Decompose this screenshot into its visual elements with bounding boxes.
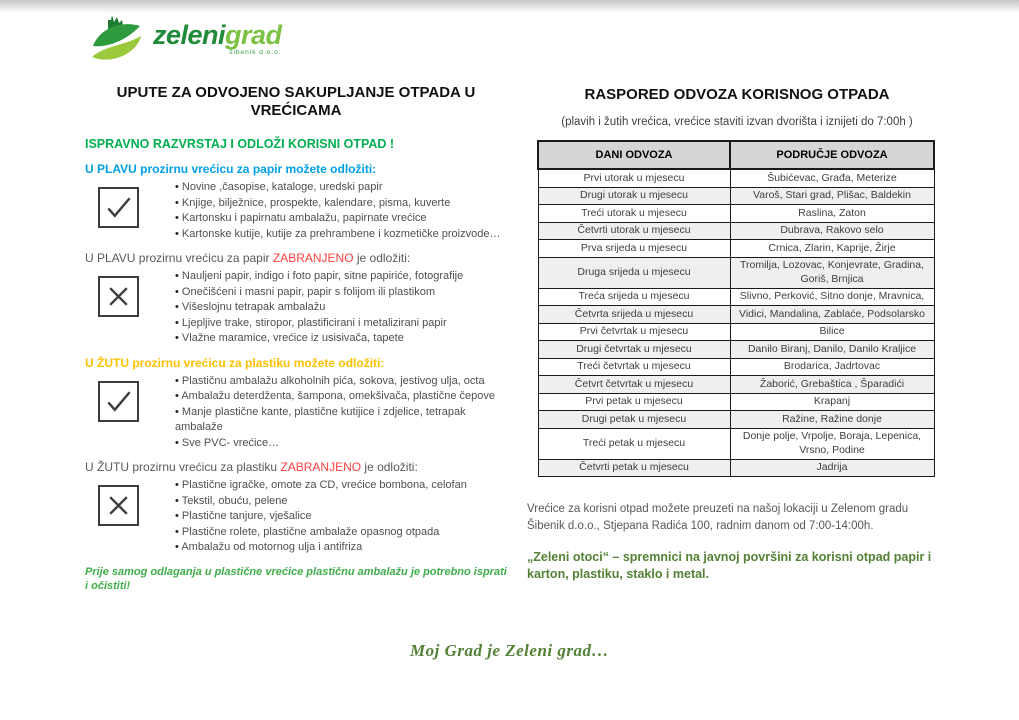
bullet-item: • Kartonske kutije, kutije za prehrambene i kozmetičke proizvode… [175, 227, 500, 243]
bullet-item: • Nauljeni papir, indigo i foto papir, sitne papiriće, fotografije [175, 269, 463, 285]
bullet-item: • Knjige, bilježnice, prospekte, kalendare, pisma, kuverte [175, 196, 500, 212]
area-cell: Varoš, Stari grad, Plišac, Baldekin [730, 187, 934, 205]
day-cell: Drugi utorak u mjesecu [538, 187, 730, 205]
bullet-item: • Sve PVC- vrećice… [175, 436, 507, 452]
logo-text [153, 19, 282, 57]
area-cell: Šubićevac, Građa, Meterize [730, 169, 934, 187]
table-row [538, 169, 934, 187]
rinse-note: Prije samog odlaganja u plastične vrećice plastičnu ambalažu je potrebno isprati i očistiti! [85, 565, 507, 592]
table-row [538, 428, 934, 459]
bullet-item: • Ambalažu deterdženta, šampona, omekšivača, plastične čepove [175, 389, 507, 405]
schedule-table-body [538, 169, 934, 477]
section-heading-text: U PLAVU prozirnu vrećicu za papir možete odložiti: [85, 162, 377, 176]
table-row [538, 205, 934, 223]
logo-wordmark [153, 20, 282, 50]
table-row [538, 411, 934, 429]
x-box-icon [98, 485, 139, 526]
section-heading [85, 356, 507, 370]
area-cell: Ražine, Ražine donje [730, 411, 934, 429]
bullet-item: • Plastične tanjure, vješalice [175, 509, 467, 525]
bullet-item: • Ljepljive trake, stiropor, plastificirani i metalizirani papir [175, 316, 463, 332]
table-row [538, 187, 934, 205]
area-column-header: PODRUČJE ODVOZA [730, 141, 934, 169]
bullet-item: • Tekstil, obuću, pelene [175, 494, 467, 510]
schedule-table [537, 140, 935, 477]
section-body [85, 374, 507, 452]
logo-leaf-icon [88, 13, 146, 65]
section-heading-text: U ŽUTU prozirnu vrećicu za plastiku možete odložiti: [85, 355, 385, 370]
schedule-column [527, 86, 947, 583]
area-cell: Raslina, Zaton [730, 205, 934, 223]
zelenigrad-logo [88, 13, 282, 65]
checkmark-box-icon [98, 381, 139, 422]
day-cell: Treći petak u mjesecu [538, 428, 730, 459]
bullet-list [175, 269, 463, 347]
bullet-list [175, 180, 500, 242]
section-heading-text: U PLAVU prozirnu vrećicu za papir [85, 251, 273, 265]
waste-sections [85, 162, 507, 556]
section-heading [85, 251, 507, 265]
table-row [538, 459, 934, 477]
section-body [85, 478, 507, 556]
days-column-header: DANI ODVOZA [538, 141, 730, 169]
logo-tagline: šibenik d.o.o. [229, 48, 282, 56]
day-cell: Četvrta srijeda u mjesecu [538, 306, 730, 324]
section-heading [85, 460, 507, 474]
day-cell: Drugi četvrtak u mjesecu [538, 341, 730, 359]
header-row [538, 141, 934, 169]
table-row [538, 306, 934, 324]
section-body [85, 269, 507, 347]
instructions-title: UPUTE ZA ODVOJENO SAKUPLJANJE OTPADA U VREĆICAMA [116, 84, 476, 119]
bullet-item: • Višeslojnu tetrapak ambalažu [175, 300, 463, 316]
x-box-icon [98, 276, 139, 317]
table-row [538, 376, 934, 394]
day-cell: Treći utorak u mjesecu [538, 205, 730, 223]
table-row [538, 393, 934, 411]
checkmark-box-icon [98, 187, 139, 228]
day-cell: Četvrt četvrtak u mjesecu [538, 376, 730, 394]
schedule-title: RASPORED ODVOZA KORISNOG OTPADA [584, 86, 890, 103]
section-heading-text: je odložiti: [361, 460, 418, 474]
area-cell: Dubrava, Rakovo selo [730, 222, 934, 240]
bullet-item: • Novine ,časopise, kataloge, uredski papir [175, 180, 500, 196]
day-cell: Četvrti petak u mjesecu [538, 459, 730, 477]
section-body [85, 180, 507, 242]
table-row [538, 358, 934, 376]
bullet-list [175, 374, 507, 452]
area-cell: Danilo Biranj, Danilo, Danilo Kraljice [730, 341, 934, 359]
sort-correctly-heading: ISPRAVNO RAZVRSTAJ I ODLOŽI KORISNI OTPAD ! [85, 137, 395, 151]
bullet-item: • Onečišćeni i masni papir, papir s folijom ili plastikom [175, 285, 463, 301]
table-row [538, 341, 934, 359]
area-cell: Vidici, Mandalina, Zablaće, Podsolarsko [730, 306, 934, 324]
area-cell: Krapanj [730, 393, 934, 411]
table-row [538, 222, 934, 240]
bullet-item: • Kartonsku i papirnatu ambalažu, papirnate vrećice [175, 211, 500, 227]
top-gradient-bar [0, 0, 1019, 13]
area-cell: Crnica, Zlarin, Kaprije, Žirje [730, 240, 934, 258]
area-cell: Bilice [730, 323, 934, 341]
day-cell: Prvi utorak u mjesecu [538, 169, 730, 187]
table-row [538, 288, 934, 306]
bullet-item: • Plastične rolete, plastične ambalaže opasnog otpada [175, 525, 467, 541]
logo-word-zeleni: zeleni [153, 19, 226, 50]
day-cell: Drugi petak u mjesecu [538, 411, 730, 429]
forbidden-word: ZABRANJENO [272, 251, 354, 265]
area-cell: Jadrija [730, 459, 934, 477]
green-islands-note: „Zeleni otoci“ – spremnici na javnoj površini za korisni otpad papir i karton, plastiku, staklo i metal. [527, 550, 932, 581]
section-heading-text: U ŽUTU prozirnu vrećicu za plastiku [85, 460, 281, 474]
table-row [538, 323, 934, 341]
bullet-item: • Vlažne maramice, vrećice iz usisivača, tapete [175, 331, 463, 347]
area-cell: Slivno, Perković, Sitno donje, Mravnica, [730, 288, 934, 306]
day-cell: Prva srijeda u mjesecu [538, 240, 730, 258]
motto-text: Moj Grad je Zeleni grad… [410, 641, 609, 660]
day-cell: Prvi četvrtak u mjesecu [538, 323, 730, 341]
forbidden-word: ZABRANJENO [280, 460, 362, 474]
area-cell: Donje polje, Vrpolje, Boraja, Lepenica, Vrsno, Podine [730, 428, 934, 459]
day-cell: Treći četvrtak u mjesecu [538, 358, 730, 376]
area-cell: Brodarica, Jadrtovac [730, 358, 934, 376]
day-cell: Treća srijeda u mjesecu [538, 288, 730, 306]
section-heading [85, 162, 507, 176]
schedule-subtitle: (plavih i žutih vrećica, vrećice staviti izvan dvorišta i iznijeti do 7:00h ) [561, 116, 913, 128]
table-row [538, 257, 934, 288]
day-cell: Prvi petak u mjesecu [538, 393, 730, 411]
bullet-item: • Plastičnu ambalažu alkoholnih pića, sokova, jestivog ulja, octa [175, 374, 507, 390]
area-cell: Tromilja, Lozovac, Konjevrate, Gradina, Goriš, Brnjica [730, 257, 934, 288]
logo-word-grad: grad [225, 19, 282, 50]
table-row [538, 240, 934, 258]
bullet-list [175, 478, 467, 556]
section-heading-text: je odložiti: [353, 251, 411, 265]
bullet-item: • Manje plastične kante, plastične kutijice i zdjelice, tetrapak ambalaže [175, 405, 507, 436]
bullet-item: • Plastične igračke, omote za CD, vrećice bombona, celofan [175, 478, 467, 494]
day-cell: Druga srijeda u mjesecu [538, 257, 730, 288]
instructions-column [85, 84, 507, 593]
bullet-item: • Ambalažu od motornog ulja i antifriza [175, 540, 467, 556]
bag-pickup-info: Vrećice za korisni otpad možete preuzeti na našoj lokaciji u Zelenom gradu Šibenik d.o.o., Stjepana Radića 100, radnim danom od 7:00-14:00h. [527, 503, 909, 532]
schedule-table-head [538, 141, 934, 169]
area-cell: Žaborić, Grebaštica , Šparadići [730, 376, 934, 394]
day-cell: Četvrti utorak u mjesecu [538, 222, 730, 240]
